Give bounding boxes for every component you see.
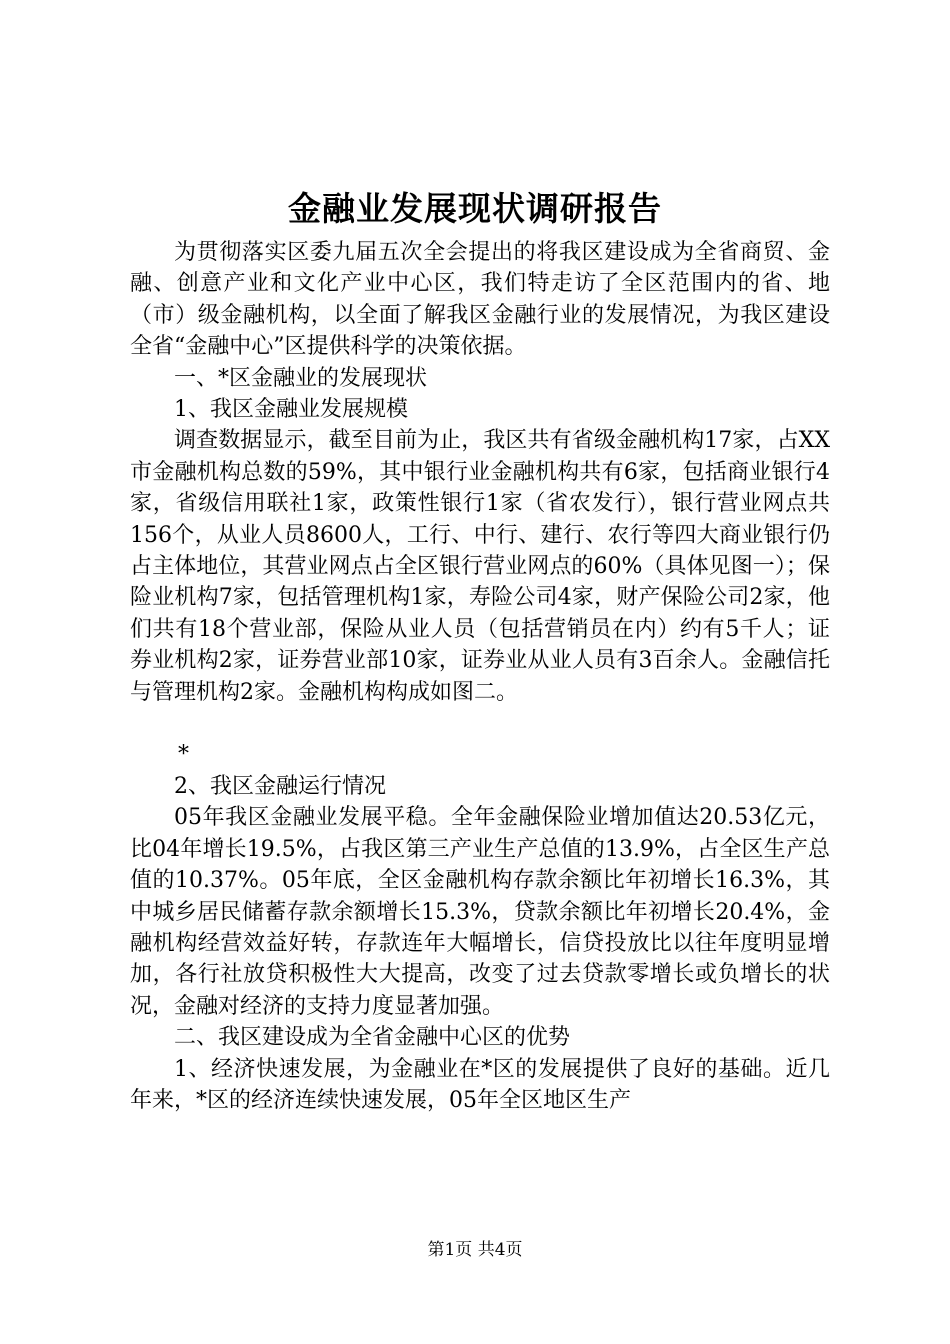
document-body xyxy=(130,237,830,1116)
blank-line xyxy=(130,708,830,739)
page-footer: 第1页 共4页 xyxy=(427,1240,523,1260)
subsection-heading-1-1: 1、我区金融业发展规模 xyxy=(174,397,408,423)
paragraph-operation: 05年我区金融业发展平稳。全年金融保险业增加值达20.53亿元，比04年增长19.5%，占我区第三产业生产总值的13.9%，占全区生产总值的10.37%。05年底，全区金融机构存款余额比年初增长16.3%，其中城乡居民储蓄存款余额增长15.3%，贷款余额比年初增长20.4%，金融机构经营效益好转，存款连年大幅增长，信贷投放比以往年度明显增加，各行社放贷积极性大大提高，改变了过去贷款零增长或负增长的状况，金融对经济的支持力度显著加强。 xyxy=(130,805,830,1019)
subsection-heading-1-2: 2、我区金融运行情况 xyxy=(174,773,386,799)
section-heading-1: 一、*区金融业的发展现状 xyxy=(174,365,428,391)
paragraph-scale: 调查数据显示，截至目前为止，我区共有省级金融机构17家，占XX市金融机构总数的59%，其中银行业金融机构共有6家，包括商业银行4家，省级信用联社1家，政策性银行1家（省农发行），银行营业网点共156个，从业人员8600人，工行、中行、建行、农行等四大商业银行仍占主体地位，其营业网点占全区银行营业网点的60%（具体见图一）；保险业机构7家，包括管理机构1家，寿险公司4家，财产保险公司2家，他们共有18个营业部，保险从业人员（包括营销员在内）约有5千人；证券业机构2家，证券营业部10家，证券业从业人员有3百余人。金融信托与管理机构2家。金融机构构成如图二。 xyxy=(130,428,830,705)
document-title: 金融业发展现状调研报告 xyxy=(288,189,662,228)
intro-paragraph: 为贯彻落实区委九届五次全会提出的将我区建设成为全省商贸、金融、创意产业和文化产业中心区，我们特走访了全区范围内的省、地（市）级金融机构，以全面了解我区金融行业的发展情况，为我区建设全省“金融中心”区提供科学的决策依据。 xyxy=(130,240,830,360)
section-heading-2: 二、我区建设成为全省金融中心区的优势 xyxy=(174,1025,571,1051)
paragraph-advantage-1: 1、经济快速发展，为金融业在*区的发展提供了良好的基础。近几年来，*区的经济连续快速发展，05年全区地区生产 xyxy=(130,1056,830,1113)
figure-placeholder-star: * xyxy=(178,742,189,768)
